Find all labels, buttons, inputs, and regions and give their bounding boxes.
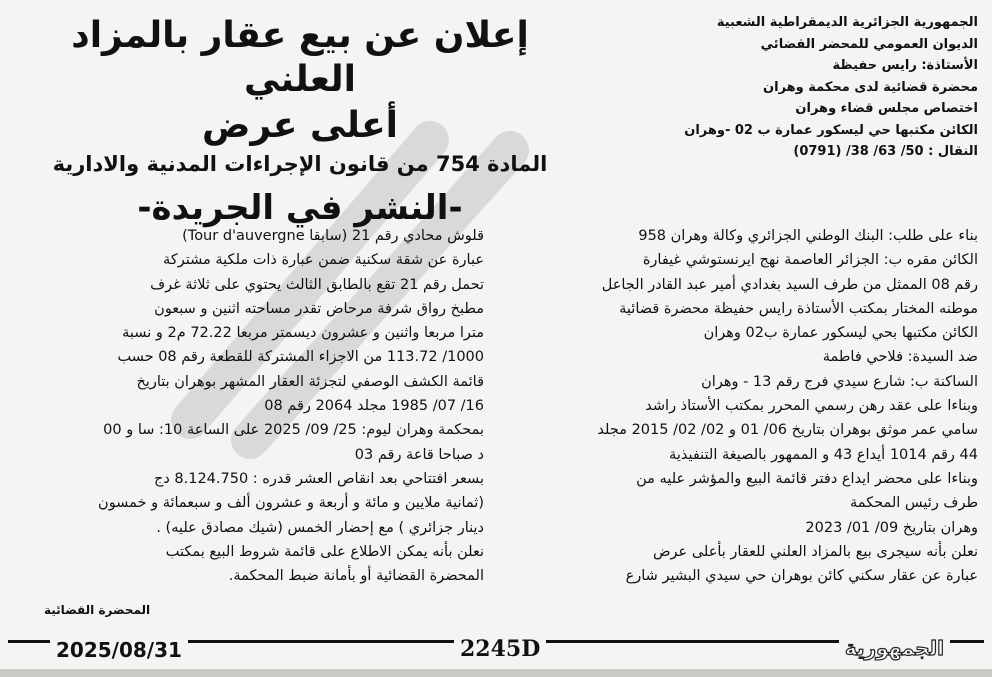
- office-line: الديوان العمومي للمحضر القضائي: [760, 36, 978, 52]
- text-line: قلوش محادي رقم 21 (سابقا Tour d'auvergne): [182, 228, 484, 244]
- text-line: 44 رقم 1014 أيداع 43 و الممهور بالصيغة التنفيذية: [669, 446, 978, 463]
- address-line: الكائن مكتبها حي ليسكور عمارة ب 02 -وهران: [684, 122, 978, 138]
- text-line: مترا مربعا واثنين و عشرون ديسمتر مربعا 72.22 م2 و نسبة: [122, 325, 484, 342]
- text-line: نعلن بأنه يمكن الاطلاع على قائمة شروط البيع بمكتب: [165, 543, 484, 560]
- text-line: الساكنة ب: شارع سيدي فرج رقم 13 - وهران: [701, 373, 978, 390]
- text-line: عبارة عن عقار سكني كائن بوهران حي سيدي البشير شارع: [625, 568, 978, 585]
- phone-line: النقال : 50/ 63/ 38/ (0791): [793, 144, 978, 159]
- bailiff-header: [618, 12, 978, 163]
- text-line: قائمة الكشف الوصفي لتجزئة العقار المشهر بوهران بتاريخ: [136, 373, 484, 390]
- page-footer: [8, 634, 984, 666]
- announcement-subtitle: أعلى عرض: [202, 105, 398, 146]
- scan-edge: [0, 669, 992, 677]
- text-line: ضد السيدة: فلاحي فاطمة: [822, 349, 978, 366]
- text-line: (ثمانية ملايين و مائة و أربعة و عشرون ألف و سبعمائة و خمسون: [98, 495, 484, 512]
- text-line: سامي عمر موثق بوهران بتاريخ 06/ 01 و 02/ 02/ 2015 مجلد: [597, 422, 978, 439]
- text-line: رقم 08 الممثل من طرف السيد بغدادي أمير عبد القادر الجاعل: [601, 276, 978, 293]
- announcement-title: إعلان عن بيع عقار بالمزاد العلني: [71, 15, 529, 100]
- ad-code: 2245D: [454, 636, 546, 662]
- text-line: وبناءا على عقد رهن رسمي المحرر بمكتب الأستاذ راشد: [645, 398, 978, 415]
- text-line: تحمل رقم 21 تقع بالطابق الثالث يحتوي على ثلاثة غرف: [150, 276, 484, 293]
- text-line: الكائن مقره ب: الجزائر العاصمة نهج ايرنستوشي غيفارة: [642, 252, 978, 269]
- text-line: نعلن بأنه سيجرى بيع بالمزاد العلني للعقار بأعلى عرض: [653, 543, 978, 560]
- text-line: دينار جزائري ) مع إحضار الخمس (شيك مصادق عليه) .: [156, 519, 484, 536]
- text-line: وهران بتاريخ 09/ 01/ 2023: [805, 519, 978, 536]
- text-line: الكائن مكتبها بحي ليسكور عمارة ب02 وهران: [703, 325, 978, 342]
- republic-line: الجمهورية الجزائرية الديمقراطية الشعبية: [716, 15, 978, 30]
- body-column-left: [14, 224, 484, 588]
- text-line: مطبخ رواق شرفة مرحاض تقدر مساحته اثنين و سبعون: [154, 300, 484, 317]
- text-line: عبارة عن شقة سكنية ضمن عبارة ذات ملكية مشتركة: [163, 252, 484, 269]
- text-line: وبناءا على محضر ايداع دفتر قائمة البيع والمؤشر عليه من: [636, 470, 978, 487]
- signature: المحضرة القضائية: [44, 603, 151, 617]
- issue-date: 2025/08/31: [50, 638, 188, 662]
- court-line: محضرة قضائية لدى محكمة وهران: [763, 79, 978, 95]
- text-line: 1000/ 113.72 من الاجزاء المشتركة للقطعة رقم 08 حسب: [117, 349, 484, 366]
- announcement-header: [10, 10, 590, 230]
- text-line: د صباحا قاعة رقم 03: [354, 446, 484, 463]
- text-line: موطنه المختار بمكتب الأستاذة رايس حفيظة محضرة قضائية: [619, 300, 978, 317]
- text-line: بسعر افتتاحي بعد انقاص العشر قدره : 8.124.750 دج: [153, 470, 484, 487]
- text-line: بناء على طلب: البنك الوطني الجزائري وكالة وهران 958: [638, 228, 978, 244]
- text-line: المحضرة القضائية أو بأمانة ضبط المحكمة.: [228, 568, 484, 585]
- text-line: 16/ 07/ 1985 مجلد 2064 رقم 08: [264, 398, 484, 415]
- bailiff-name: الأستاذة: رايس حفيظة: [832, 58, 978, 73]
- jurisdiction-line: اختصاص مجلس قضاء وهران: [795, 101, 978, 116]
- body-column-right: [508, 224, 978, 588]
- legal-article: المادة 754 من قانون الإجراءات المدنية والادارية: [52, 152, 548, 176]
- text-line: طرف رئيس المحكمة: [849, 495, 978, 512]
- text-line: بمحكمة وهران ليوم: 25/ 09/ 2025 على الساعة 10: سا و 00: [103, 422, 484, 439]
- newspaper-logo: الجمهورية: [839, 636, 950, 660]
- publication-heading: -النشر في الجريدة-: [137, 188, 463, 228]
